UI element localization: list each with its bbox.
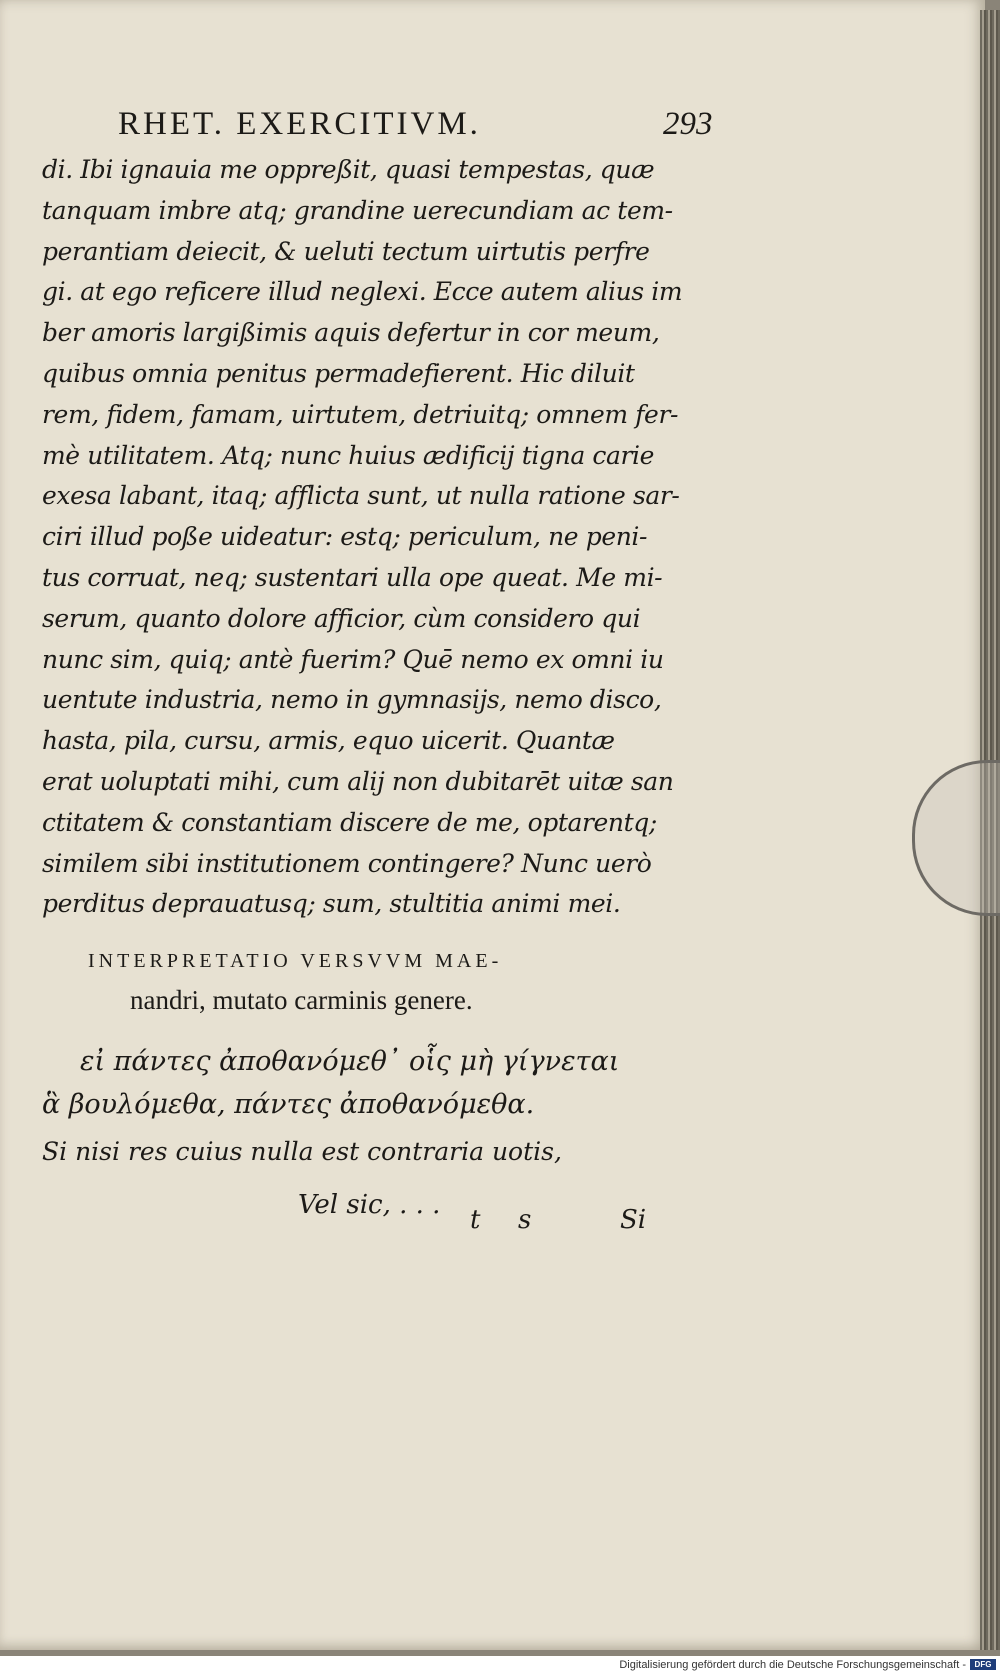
text-line: di. Ibi ignauia me oppreßit, quasi tempestas, quæ bbox=[42, 155, 655, 184]
latin-translation: Si nisi res cuius nulla est contraria uotis, bbox=[42, 1137, 562, 1166]
text-line: tanquam imbre atq; grandine uerecundiam ac tem- bbox=[42, 195, 673, 225]
text-line: uentute industria, nemo in gymnasijs, nemo disco, bbox=[42, 685, 662, 715]
text-line: ber amoris largißimis aquis defertur in cor meum, bbox=[42, 318, 660, 348]
dfg-logo: DFG bbox=[970, 1659, 996, 1670]
text-line: ciri illud poße uideatur: estq; periculum, ne peni- bbox=[42, 522, 648, 552]
latin-alternative: Vel sic, . . . bbox=[298, 1190, 441, 1220]
body-text bbox=[42, 150, 682, 925]
text-line: mè utilitatem. Atq; nunc huius ædificij tigna carie bbox=[42, 440, 655, 470]
text-line: gi. at ego reficere illud neglexi. Ecce autem alius im bbox=[42, 277, 683, 307]
catchword: Si bbox=[620, 1205, 647, 1235]
footer-bar bbox=[0, 1656, 1000, 1674]
text-line: serum, quanto dolore afficior, cùm considero qui bbox=[42, 603, 641, 633]
section-heading: INTERPRETATIO VERSVVM MAE- bbox=[88, 950, 503, 972]
catchword: s bbox=[518, 1205, 532, 1235]
text-line: perditus deprauatusq; sum, stultitia animi mei. bbox=[42, 889, 621, 919]
text-line: ctitatem & constantiam discere de me, optarentq; bbox=[42, 807, 657, 837]
text-line: similem sibi institutionem contingere? Nunc uerò bbox=[42, 848, 652, 878]
text-line: erat uoluptati mihi, cum alij non dubitarēt uitæ san bbox=[42, 766, 674, 796]
running-title: RHET. EXERCITIVM. bbox=[118, 106, 481, 142]
text-line: quibus omnia penitus permadefierent. Hic diluit bbox=[42, 358, 635, 388]
greek-line: ἃ βουλόμεθα, πάντες ἀποθανόμεθα. bbox=[42, 1089, 535, 1120]
greek-line: εἰ πάντες ἀποθανόμεθ᾽ οἷς μὴ γίγνεται bbox=[80, 1046, 620, 1077]
section-heading-continued: nandri, mutato carminis genere. bbox=[130, 985, 473, 1015]
running-header bbox=[118, 106, 718, 146]
greek-verse bbox=[42, 1040, 682, 1126]
catchword: t bbox=[470, 1205, 481, 1235]
footer-credit: Digitalisierung gefördert durch die Deutsche Forschungsgemeinschaft - bbox=[619, 1659, 966, 1671]
text-line: nunc sim, quiq; antè fuerim? Quē nemo ex omni iu bbox=[42, 644, 664, 674]
text-line: tus corruat, neq; sustentari ulla ope queat. Me mi- bbox=[42, 562, 663, 592]
text-line: perantiam deiecit, & ueluti tectum uirtutis perfre bbox=[42, 236, 650, 266]
page-number: 293 bbox=[663, 106, 713, 142]
text-line: rem, fidem, famam, uirtutem, detriuitq; omnem fer- bbox=[42, 399, 679, 429]
text-line: exesa labant, itaq; afflicta sunt, ut nulla ratione sar- bbox=[42, 481, 680, 511]
text-line: hasta, pila, cursu, armis, equo uicerit. Quantæ bbox=[42, 726, 615, 756]
